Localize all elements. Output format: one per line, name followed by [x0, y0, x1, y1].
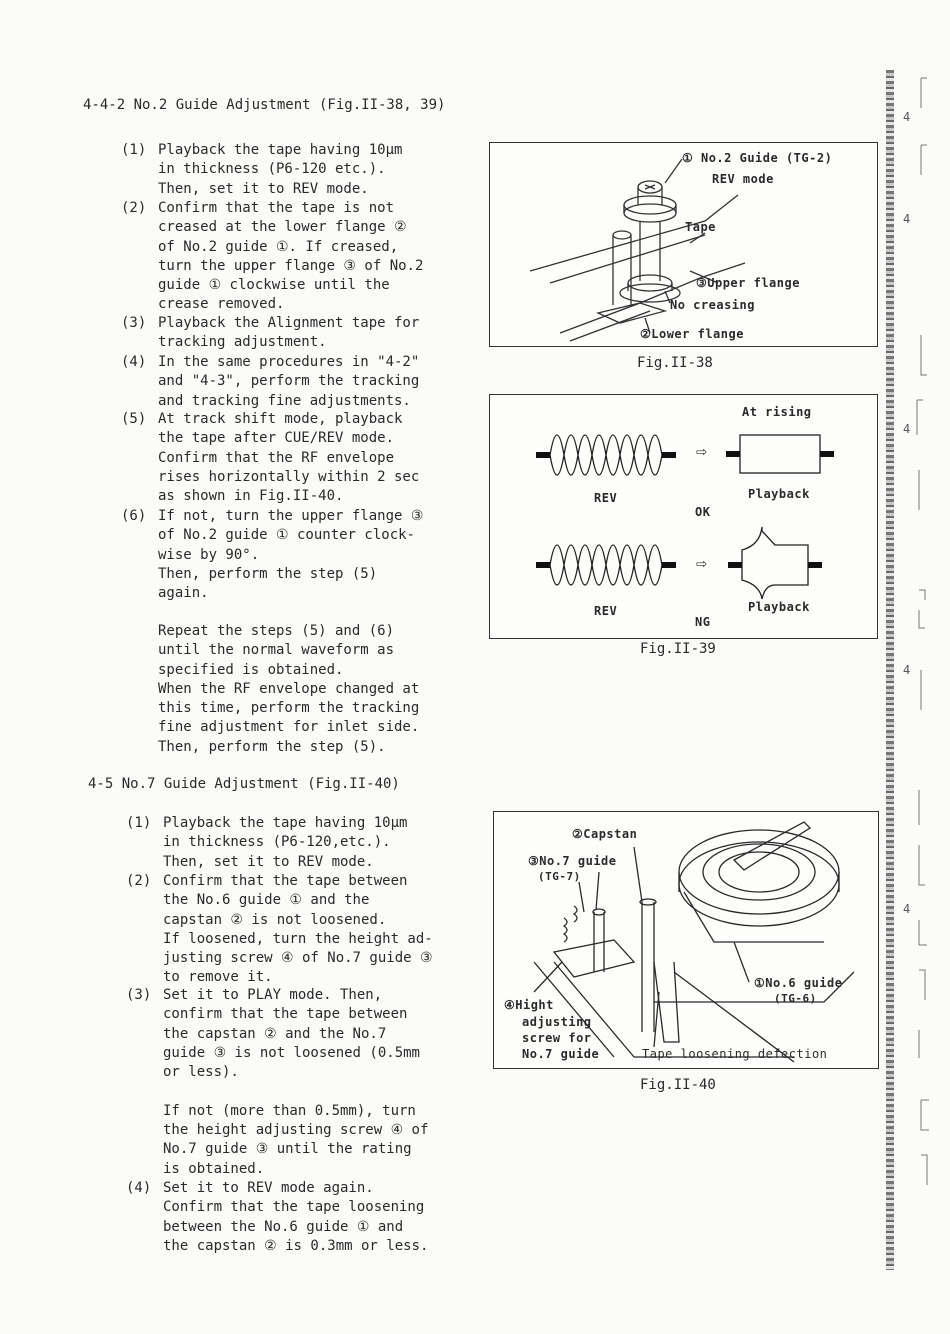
- step-number: (5): [121, 411, 147, 427]
- margin-mark: 4: [903, 212, 911, 226]
- figure-38: [489, 142, 878, 347]
- fig39-label-ok: OK: [695, 505, 711, 519]
- step-number: (3): [126, 987, 152, 1003]
- step-number: (2): [121, 200, 147, 216]
- fig40-label-height: screw for: [522, 1031, 592, 1045]
- fig39-label-rev-ok: REV: [594, 491, 618, 505]
- section-heading: 4-5 No.7 Guide Adjustment (Fig.II-40): [88, 776, 400, 792]
- fig39-label-rising: At rising: [742, 405, 812, 419]
- fig38-label-mode: REV mode: [712, 172, 774, 186]
- fig40-label-defection: Tape loosening defection: [642, 1047, 828, 1061]
- step-text: In the same procedures in "4-2" and "4-3", perform the tracking and tracking fine adjustments.: [158, 354, 420, 409]
- fig40-label-tg7: (TG-7): [538, 870, 581, 883]
- step-text: If not, turn the upper flange ③ of No.2 guide ① counter clock- wise by 90°. Then, perform the step (5) again.: [158, 508, 424, 602]
- fig40-label-height: ④Hight: [504, 998, 554, 1012]
- step-item: [121, 410, 481, 508]
- step-number: (1): [126, 815, 152, 831]
- step-number: (2): [126, 873, 152, 889]
- step-number: (4): [121, 354, 147, 370]
- fig38-label-nocrease: No creasing: [670, 298, 755, 312]
- fig40-label-capstan: ②Capstan: [572, 827, 638, 841]
- figure-39: [489, 394, 878, 639]
- fig40-label-height: No.7 guide: [522, 1047, 600, 1061]
- no7-guide-illustration: [494, 812, 878, 1068]
- margin-mark: 4: [903, 902, 911, 916]
- repeat-note: Repeat the steps (5) and (6) until the normal waveform as specified is obtained. When the RF envelope changed at this time, perform the tracking fine adjustment for inlet side. Then, perform the step (5).: [158, 623, 420, 755]
- step-text: Playback the Alignment tape for tracking adjustment.: [158, 315, 420, 351]
- step-text: Confirm that the tape is not creased at the lower flange ② of No.2 guide ①. If creased, turn the upper flange ③ of No.2 guide ① clockwise until the crease removed.: [158, 200, 424, 313]
- step-item: [121, 353, 481, 411]
- fig40-label-no7: ③No.7 guide: [528, 854, 617, 868]
- step-text: Confirm that the tape between the No.6 guide ① and the capstan ② is not loosened. If loosened, turn the height ad- justing screw ④ of No.7 guide ③ to remove it.: [163, 873, 433, 986]
- step-text: Set it to REV mode again. Confirm that the tape loosening between the No.6 guide ① and the capstan ② is 0.3mm or less.: [163, 1180, 429, 1254]
- fig40-caption: Fig.II-40: [640, 1077, 716, 1093]
- fig39-label-playback-ok: Playback: [748, 487, 810, 501]
- step-item: [121, 199, 481, 315]
- step-text: At track shift mode, playback the tape after CUE/REV mode. Confirm that the RF envelope rises horizontally within 2 sec as shown in Fig.II-40.: [158, 411, 420, 505]
- fig40-label-tg6: (TG-6): [774, 992, 817, 1005]
- step-number: (6): [121, 508, 147, 524]
- step-text: Set it to PLAY mode. Then, confirm that the tape between the capstan ② and the No.7 guide ③ is not loosened (0.5mm or less). If not (more than 0.5mm), turn the height adjusting screw ④ of No.7 guide ③ until the rating is obtained.: [163, 987, 429, 1177]
- step-item: [121, 141, 481, 199]
- step-number: (4): [126, 1180, 152, 1196]
- margin-mark: 4: [903, 110, 911, 124]
- rf-envelope-illustration: [490, 395, 877, 638]
- margin-brackets: [905, 70, 935, 1270]
- fig39-caption: Fig.II-39: [640, 641, 716, 657]
- step-item: [121, 314, 481, 354]
- fig38-label-lower: ②Lower flange: [640, 327, 744, 341]
- step-text: Playback the tape having 10µm in thickness (P6-120,etc.). Then, set it to REV mode.: [163, 815, 408, 870]
- section-heading: 4-4-2 No.2 Guide Adjustment (Fig.II-38, 39): [83, 97, 446, 113]
- margin-mark: 4: [903, 663, 911, 677]
- fig39-label-rev-ng: REV: [594, 604, 618, 618]
- fig39-label-playback-ng: Playback: [748, 600, 810, 614]
- fig40-label-no6: ①No.6 guide: [754, 976, 843, 990]
- fig38-label-upper: ③Upper flange: [696, 276, 800, 290]
- step-item: [126, 986, 486, 1176]
- fig38-label-guide: ① No.2 Guide (TG-2): [682, 151, 833, 165]
- fig38-caption: Fig.II-38: [637, 355, 713, 371]
- step-number: (1): [121, 142, 147, 158]
- margin-mark: 4: [903, 422, 911, 436]
- fig39-label-ng: NG: [695, 615, 711, 629]
- no2-guide-illustration: [490, 143, 877, 346]
- step-item: [126, 1179, 486, 1257]
- step-item: [126, 814, 486, 872]
- fig40-label-height: adjusting: [522, 1015, 592, 1029]
- step-item: [121, 507, 481, 605]
- figure-40: [493, 811, 879, 1069]
- step-number: (3): [121, 315, 147, 331]
- arrow-right-icon: ⇨: [696, 553, 708, 574]
- fig38-label-tape: Tape: [685, 220, 716, 234]
- step-item: [126, 872, 486, 988]
- step-text: Playback the tape having 10µm in thickness (P6-120 etc.). Then, set it to REV mode.: [158, 142, 403, 197]
- binding-edge: [886, 70, 894, 1270]
- arrow-right-icon: ⇨: [696, 441, 708, 462]
